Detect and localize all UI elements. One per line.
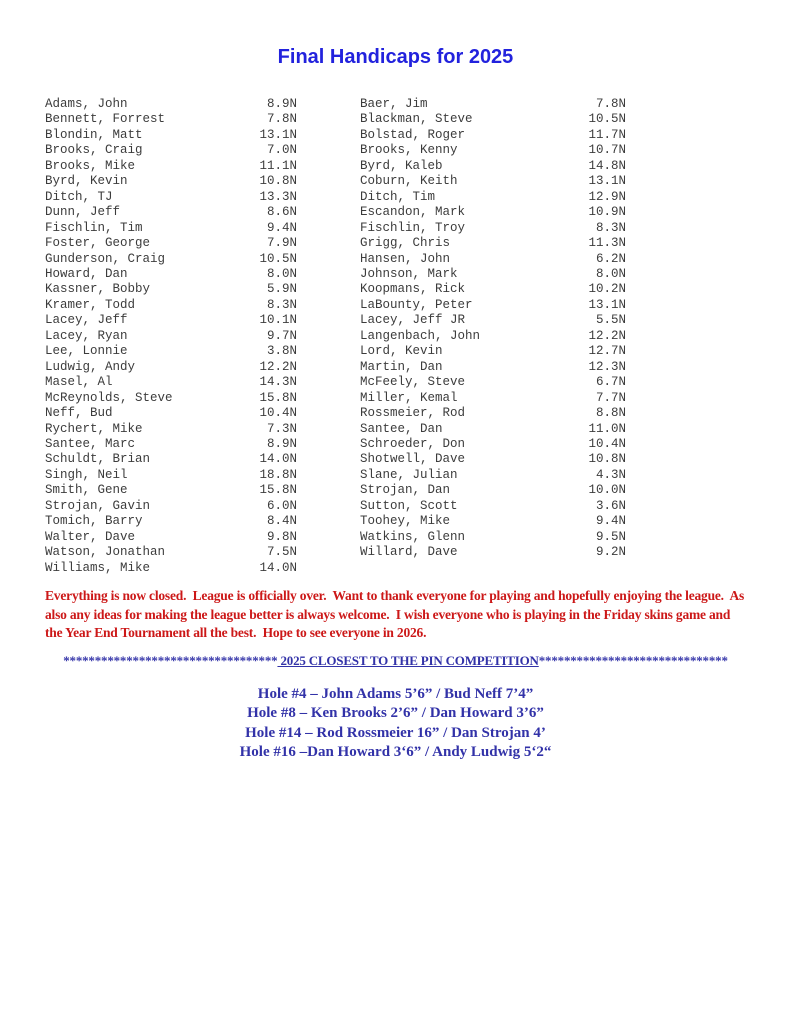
player-name: Lacey, Jeff JR xyxy=(360,313,466,328)
player-name: Fischlin, Troy xyxy=(360,220,466,235)
star-divider-right: ****************************** xyxy=(538,653,728,668)
handicap-value: 8.8N xyxy=(595,406,626,421)
handicap-value: 7.8N xyxy=(595,97,626,111)
roster-row xyxy=(45,97,297,112)
handicap-value: 12.7N xyxy=(588,344,626,359)
handicap-value: 7.5N xyxy=(266,545,297,560)
player-name: Toohey, Mike xyxy=(360,514,451,529)
handicap-value: 12.9N xyxy=(588,189,626,204)
player-name: Grigg, Chris xyxy=(360,236,451,251)
roster-row xyxy=(360,267,626,282)
handicap-value: 6.2N xyxy=(595,251,626,266)
roster-row xyxy=(360,174,626,189)
player-name: Strojan, Gavin xyxy=(45,498,151,513)
player-name: Watkins, Glenn xyxy=(360,529,466,544)
roster-row xyxy=(45,375,297,390)
player-name: Santee, Marc xyxy=(45,436,136,451)
handicap-value: 11.7N xyxy=(588,127,626,142)
handicap-value: 14.0N xyxy=(259,560,297,575)
roster-row xyxy=(45,468,297,483)
handicap-value: 9.5N xyxy=(595,529,626,544)
player-name: Brooks, Kenny xyxy=(360,143,458,158)
player-name: Willard, Dave xyxy=(360,545,458,560)
handicap-value: 10.7N xyxy=(588,143,626,158)
handicap-value: 8.4N xyxy=(266,514,297,529)
player-name: McReynolds, Steve xyxy=(45,390,173,405)
roster-row xyxy=(360,205,626,220)
player-name: Brooks, Mike xyxy=(45,158,136,173)
player-name: Masel, Al xyxy=(45,375,113,390)
league-closing-announcement: Everything is now closed. League is officially over. Want to thank everyone for playing and hopefully enjoying the league. As also any ideas for making the league better is always welcome. I wish everyone who is playing in the Friday skins game and the Year End Tournament all the best. Hope to see everyone in 2026. xyxy=(45,588,748,640)
roster-row xyxy=(45,236,297,251)
roster-row xyxy=(45,545,297,560)
roster-row xyxy=(45,406,297,421)
roster-row xyxy=(45,282,297,297)
handicap-value: 10.5N xyxy=(588,112,626,127)
pin-result-line: Hole #16 –Dan Howard 3‘6” / Andy Ludwig 5‘2“ xyxy=(239,743,552,760)
player-name: Ditch, TJ xyxy=(45,189,113,204)
roster-row xyxy=(360,406,626,421)
roster-row xyxy=(360,344,626,359)
roster-row xyxy=(45,143,297,158)
pin-result-line: Hole #4 – John Adams 5’6” / Bud Neff 7’4” xyxy=(257,686,534,702)
roster-row xyxy=(360,143,626,158)
roster-row xyxy=(360,468,626,483)
roster-row xyxy=(45,190,297,205)
handicap-value: 10.4N xyxy=(259,406,297,421)
player-name: Slane, Julian xyxy=(360,467,458,482)
player-name: Kramer, Todd xyxy=(45,297,136,312)
player-name: Neff, Bud xyxy=(45,406,113,421)
player-name: Miller, Kemal xyxy=(360,390,458,405)
handicap-value: 13.1N xyxy=(259,127,297,142)
player-name: Adams, John xyxy=(45,97,128,111)
player-name: Fischlin, Tim xyxy=(45,220,143,235)
handicap-value: 12.2N xyxy=(259,359,297,374)
handicap-value: 13.3N xyxy=(259,189,297,204)
player-name: Rychert, Mike xyxy=(45,421,143,436)
handicap-value: 13.1N xyxy=(588,297,626,312)
roster-row xyxy=(360,159,626,174)
player-name: Bolstad, Roger xyxy=(360,127,466,142)
roster-row xyxy=(45,159,297,174)
player-name: Foster, George xyxy=(45,236,151,251)
roster-row xyxy=(45,174,297,189)
pin-competition-results xyxy=(0,685,791,762)
handicap-value: 12.2N xyxy=(588,328,626,343)
roster-row xyxy=(360,282,626,297)
pin-competition-header xyxy=(0,653,791,669)
pin-competition-title: 2025 CLOSEST TO THE PIN COMPETITION xyxy=(277,653,539,668)
player-name: Strojan, Dan xyxy=(360,483,451,498)
player-name: Gunderson, Craig xyxy=(45,251,166,266)
player-name: Coburn, Keith xyxy=(360,174,458,189)
player-name: Shotwell, Dave xyxy=(360,452,466,467)
handicap-value: 15.8N xyxy=(259,483,297,498)
handicap-value: 11.3N xyxy=(588,236,626,251)
handicap-value: 10.1N xyxy=(259,313,297,328)
player-name: LaBounty, Peter xyxy=(360,297,473,312)
handicap-value: 3.6N xyxy=(595,498,626,513)
handicap-value: 8.0N xyxy=(266,266,297,281)
star-divider-left: ********************************** xyxy=(63,653,278,668)
roster-row xyxy=(45,561,297,576)
roster-row xyxy=(360,128,626,143)
player-name: Rossmeier, Rod xyxy=(360,406,466,421)
handicap-value: 9.7N xyxy=(266,328,297,343)
roster-row xyxy=(45,437,297,452)
handicap-value: 7.3N xyxy=(266,421,297,436)
handicap-value: 6.0N xyxy=(266,498,297,513)
roster-row xyxy=(45,298,297,313)
handicap-value: 6.7N xyxy=(595,375,626,390)
roster-row xyxy=(360,422,626,437)
roster-row xyxy=(360,112,626,127)
handicap-value: 10.8N xyxy=(588,452,626,467)
roster-row xyxy=(45,221,297,236)
handicap-value: 9.2N xyxy=(595,545,626,560)
handicap-value: 7.0N xyxy=(266,143,297,158)
roster-row xyxy=(45,422,297,437)
handicap-value: 10.9N xyxy=(588,205,626,220)
player-name: Byrd, Kevin xyxy=(45,174,128,189)
player-name: Martin, Dan xyxy=(360,359,443,374)
roster-row xyxy=(360,252,626,267)
roster-row xyxy=(45,252,297,267)
player-name: Lacey, Jeff xyxy=(45,313,128,328)
player-name: Ludwig, Andy xyxy=(45,359,136,374)
handicap-value: 10.8N xyxy=(259,174,297,189)
handicap-value: 14.3N xyxy=(259,375,297,390)
player-name: Williams, Mike xyxy=(45,560,151,575)
player-name: Blackman, Steve xyxy=(360,112,473,127)
roster-row xyxy=(360,298,626,313)
handicap-value: 8.9N xyxy=(266,436,297,451)
handicap-value: 11.1N xyxy=(259,158,297,173)
player-name: Baer, Jim xyxy=(360,97,428,111)
handicap-value: 8.6N xyxy=(266,205,297,220)
player-name: Blondin, Matt xyxy=(45,127,143,142)
player-name: Santee, Dan xyxy=(360,421,443,436)
player-name: Dunn, Jeff xyxy=(45,205,121,220)
roster-row xyxy=(360,313,626,328)
handicap-value: 9.8N xyxy=(266,529,297,544)
roster-row xyxy=(360,514,626,529)
player-name: Byrd, Kaleb xyxy=(360,158,443,173)
roster-row xyxy=(360,375,626,390)
handicap-value: 12.3N xyxy=(588,359,626,374)
roster-column-right xyxy=(360,97,626,561)
roster-row xyxy=(360,190,626,205)
player-name: Walter, Dave xyxy=(45,529,136,544)
roster-row xyxy=(360,236,626,251)
player-name: McFeely, Steve xyxy=(360,375,466,390)
handicap-value: 3.8N xyxy=(266,344,297,359)
player-name: Koopmans, Rick xyxy=(360,282,466,297)
roster-row xyxy=(360,360,626,375)
handicap-value: 14.0N xyxy=(259,452,297,467)
player-name: Escandon, Mark xyxy=(360,205,466,220)
pin-result-line: Hole #14 – Rod Rossmeier 16” / Dan Strojan 4’ xyxy=(245,724,546,741)
handicap-value: 7.8N xyxy=(266,112,297,127)
handicap-value: 5.9N xyxy=(266,282,297,297)
player-name: Hansen, John xyxy=(360,251,451,266)
player-name: Sutton, Scott xyxy=(360,498,458,513)
player-name: Schuldt, Brian xyxy=(45,452,151,467)
handicap-value: 8.3N xyxy=(266,297,297,312)
roster-row xyxy=(360,329,626,344)
roster-row xyxy=(45,329,297,344)
roster-row xyxy=(45,514,297,529)
roster-row xyxy=(360,530,626,545)
roster-row xyxy=(360,452,626,467)
player-name: Langenbach, John xyxy=(360,328,481,343)
handicap-value: 18.8N xyxy=(259,467,297,482)
player-name: Watson, Jonathan xyxy=(45,545,166,560)
roster-row xyxy=(360,97,626,112)
handicap-value: 10.2N xyxy=(588,282,626,297)
player-name: Lee, Lonnie xyxy=(45,344,128,359)
handicap-value: 9.4N xyxy=(266,220,297,235)
handicap-value: 4.3N xyxy=(595,467,626,482)
handicap-value: 8.0N xyxy=(595,266,626,281)
roster-column-left xyxy=(45,97,297,576)
handicap-value: 15.8N xyxy=(259,390,297,405)
roster-row xyxy=(360,391,626,406)
roster-row xyxy=(360,483,626,498)
player-name: Lord, Kevin xyxy=(360,344,443,359)
roster-row xyxy=(45,391,297,406)
roster-row xyxy=(360,499,626,514)
player-name: Brooks, Craig xyxy=(45,143,143,158)
handicap-value: 7.9N xyxy=(266,236,297,251)
handicap-value: 13.1N xyxy=(588,174,626,189)
roster-row xyxy=(45,344,297,359)
handicap-value: 9.4N xyxy=(595,514,626,529)
player-name: Bennett, Forrest xyxy=(45,112,166,127)
roster-row xyxy=(360,545,626,560)
handicap-value: 10.5N xyxy=(259,251,297,266)
player-name: Tomich, Barry xyxy=(45,514,143,529)
roster-row xyxy=(45,483,297,498)
roster-row xyxy=(360,221,626,236)
handicap-value: 11.0N xyxy=(588,421,626,436)
roster-row xyxy=(45,530,297,545)
handicap-value: 7.7N xyxy=(595,390,626,405)
roster-row xyxy=(45,452,297,467)
handicap-value: 8.9N xyxy=(266,97,297,111)
player-name: Lacey, Ryan xyxy=(45,328,128,343)
roster-row xyxy=(45,360,297,375)
handicap-value: 10.4N xyxy=(588,436,626,451)
handicap-value: 5.5N xyxy=(595,313,626,328)
roster-row xyxy=(45,112,297,127)
pin-result-line: Hole #8 – Ken Brooks 2’6” / Dan Howard 3’6” xyxy=(247,705,544,722)
player-name: Ditch, Tim xyxy=(360,189,436,204)
player-name: Schroeder, Don xyxy=(360,436,466,451)
roster-row xyxy=(45,499,297,514)
roster-row xyxy=(45,267,297,282)
page-title: Final Handicaps for 2025 xyxy=(277,46,514,68)
roster-row xyxy=(45,313,297,328)
player-name: Howard, Dan xyxy=(45,266,128,281)
player-name: Johnson, Mark xyxy=(360,266,458,281)
player-name: Singh, Neil xyxy=(45,467,128,482)
player-name: Kassner, Bobby xyxy=(45,282,151,297)
roster-row xyxy=(360,437,626,452)
player-name: Smith, Gene xyxy=(45,483,128,498)
handicap-value: 14.8N xyxy=(588,158,626,173)
roster-row xyxy=(45,205,297,220)
handicap-value: 10.0N xyxy=(588,483,626,498)
handicap-value: 8.3N xyxy=(595,220,626,235)
roster-row xyxy=(45,128,297,143)
